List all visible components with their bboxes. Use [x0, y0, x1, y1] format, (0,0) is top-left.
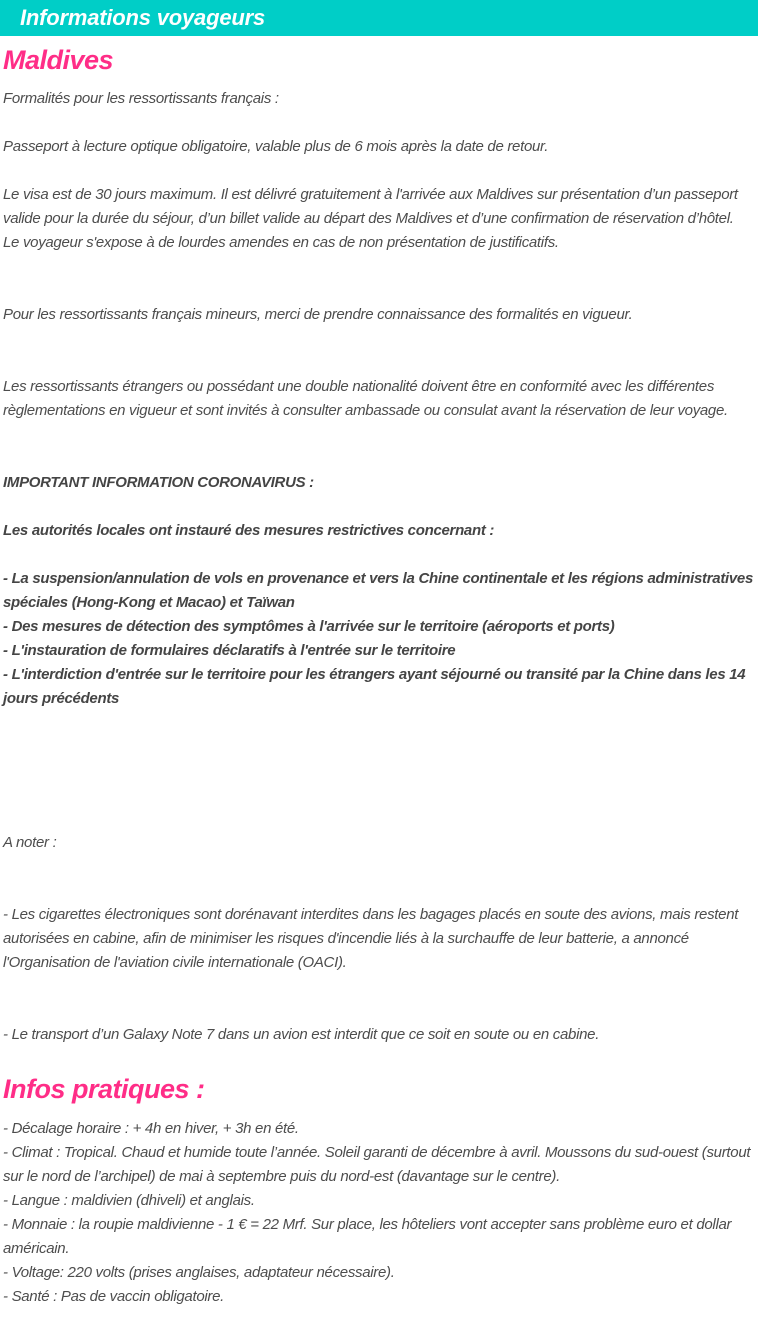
- blank-line: [3, 255, 756, 279]
- paragraph-line: - Les cigarettes électroniques sont dorénavant interdites dans les bagages placés en soute des avions, mais restent autorisées en cabine, afin de minimiser les risques d'incendie liés à la surchauffe de leur batterie, a annoncé l'Organisation de l'aviation civile internationale (OACI).: [3, 906, 739, 971]
- blank-line: [3, 423, 756, 447]
- paragraph-line: - Santé : Pas de vaccin obligatoire.: [3, 1288, 224, 1305]
- blank-line: [3, 495, 756, 519]
- paragraph-line: - Le transport d’un Galaxy Note 7 dans un avion est interdit que ce soit en soute ou en cabine.: [3, 1026, 600, 1043]
- blank-line: [3, 711, 756, 735]
- blank-line: [3, 351, 756, 375]
- header-bar: [0, 0, 758, 36]
- paragraph-line: - La suspension/annulation de vols en provenance et vers la Chine continentale et les régions administratives spéciales (Hong-Kong et Macao) et Taïwan: [3, 570, 754, 611]
- paragraph-line: Les autorités locales ont instauré des mesures restrictives concernant :: [3, 522, 495, 539]
- paragraph-line: Le voyageur s'expose à de lourdes amendes en cas de non présentation de justificatifs.: [3, 234, 559, 251]
- blank-line: [3, 855, 756, 879]
- paragraph-line: - Décalage horaire : + 4h en hiver, + 3h en été.: [3, 1120, 299, 1137]
- blank-line: [3, 975, 756, 999]
- blank-line: [3, 759, 756, 783]
- paragraph-line: Le visa est de 30 jours maximum. Il est délivré gratuitement à l'arrivée aux Maldives sur présentation d’un passeport valide pour la durée du séjour, d’un billet valide au départ des Maldives et d’une confirmation de réservation d’hôtel.: [3, 186, 738, 227]
- paragraph-line: - Voltage: 220 volts (prises anglaises, adaptateur nécessaire).: [3, 1264, 395, 1281]
- header-title: Informations voyageurs: [20, 5, 265, 30]
- paragraph-line: Les ressortissants étrangers ou possédant une double nationalité doivent être en conformité avec les différentes règlementations en vigueur et sont invités à consulter ambassade ou consulat avant la réservation de leur voyage.: [3, 378, 728, 419]
- paragraph-line: Formalités pour les ressortissants français :: [3, 90, 279, 107]
- blank-line: [3, 447, 756, 471]
- paragraph-line: A noter :: [3, 834, 57, 851]
- paragraph-line: - Monnaie : la roupie maldivienne - 1 € = 22 Mrf. Sur place, les hôteliers vont accepter sans problème euro et dollar américain.: [3, 1216, 732, 1257]
- blank-line: [3, 879, 756, 903]
- blank-line: [3, 999, 756, 1023]
- blank-line: [3, 807, 756, 831]
- blank-line: [3, 279, 756, 303]
- blank-line: [3, 735, 756, 759]
- article: [0, 44, 758, 1309]
- paragraph-line: IMPORTANT INFORMATION CORONAVIRUS :: [3, 474, 314, 491]
- paragraph-line: - Climat : Tropical. Chaud et humide toute l’année. Soleil garanti de décembre à avril. Moussons du sud-ouest (surtout sur le nord de l’archipel) de mai à septembre puis du nord-est (davantage sur le centre).: [3, 1144, 751, 1185]
- country-title: Maldives: [3, 45, 114, 75]
- paragraph-line: - Des mesures de détection des symptômes à l'arrivée sur le territoire (aéroports et ports): [3, 618, 615, 635]
- paragraph-line: Passeport à lecture optique obligatoire, valable plus de 6 mois après la date de retour.: [3, 138, 549, 155]
- paragraph-line: - Langue : maldivien (dhiveli) et anglais.: [3, 1192, 255, 1209]
- paragraph-line: Pour les ressortissants français mineurs, merci de prendre connaissance des formalités en vigueur.: [3, 306, 633, 323]
- blank-line: [3, 111, 756, 135]
- blank-line: [3, 159, 756, 183]
- article-content: [3, 87, 756, 1309]
- paragraph-line: - L'instauration de formulaires déclaratifs à l'entrée sur le territoire: [3, 642, 456, 659]
- blank-line: [3, 783, 756, 807]
- blank-line: [3, 327, 756, 351]
- paragraph-line: - L'interdiction d'entrée sur le territoire pour les étrangers ayant séjourné ou transité par la Chine dans les 14 jours précédents: [3, 666, 746, 707]
- section-heading: Infos pratiques :: [3, 1074, 205, 1104]
- blank-line: [3, 543, 756, 567]
